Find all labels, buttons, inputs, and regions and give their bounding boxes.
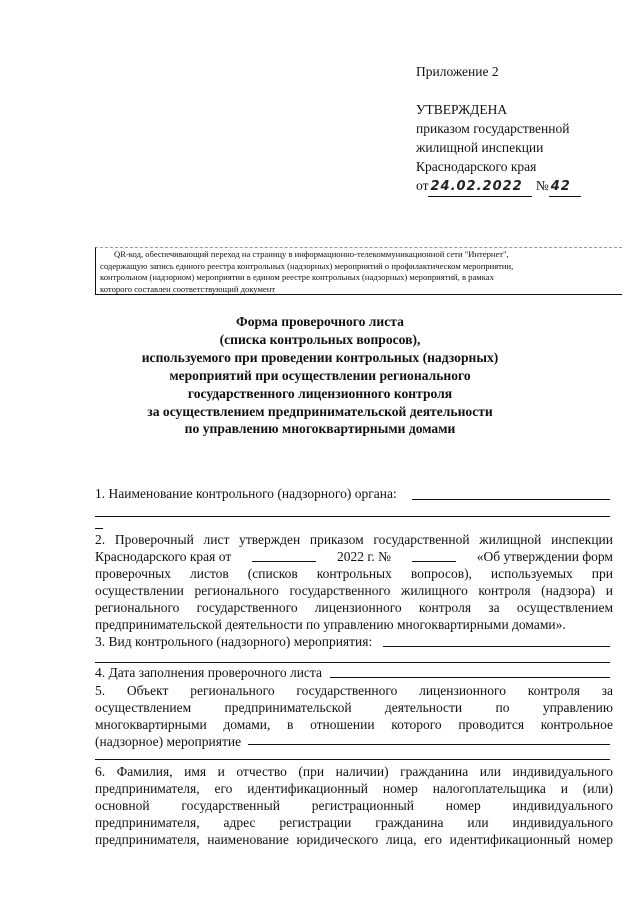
handwritten-date: 24.02.2022	[428, 177, 532, 197]
title-line-7: по управлению многоквартирными домами	[184, 421, 456, 437]
item-2-line-4: осуществлении регионального государственного жилищного контроля (надзора) и	[95, 583, 613, 599]
item-5	[95, 682, 613, 750]
item-1-label: 1. Наименование контрольного (надзорного) органа:	[95, 486, 397, 501]
qr-note-line-2: содержащую запись единого реестра контрольных (надзорных) мероприятий о профилактическом мероприятии,	[100, 260, 514, 271]
approved-label: УТВЕРЖДЕНА	[416, 102, 508, 117]
qr-note-line-4: которого составлен соответствующий документ	[100, 283, 276, 294]
item-5-line-1: 5. Объект регионального государственного лицензионного контроля за	[95, 683, 613, 698]
item-2-order-title: «Об утверждении форм	[476, 549, 613, 565]
item-2-line-5: регионального государственного лицензионного контроля за осуществлением	[95, 600, 613, 616]
item-2-line-6: предпринимательской деятельности по управлению многоквартирными домами».	[95, 617, 566, 633]
item-4-field[interactable]	[330, 677, 610, 678]
title-line-5: государственного лицензионного контроля	[187, 385, 453, 401]
item-2-year: 2022 г. №	[336, 549, 391, 565]
order-number-field[interactable]	[412, 548, 456, 562]
item-2	[95, 531, 613, 634]
title-line-2: (списка контрольных вопросов),	[219, 331, 421, 347]
item-2-line-2	[95, 548, 613, 565]
item-3-label: 3. Вид контрольного (надзорного) мероприятия:	[95, 634, 373, 649]
item-6-line-4: предпринимателя, адрес регистрации гражданина или индивидуального	[95, 815, 613, 831]
item-1-field-stub	[95, 528, 103, 529]
item-2-line-3: проверочных листов (списков контрольных вопросов), используемых при	[95, 566, 613, 582]
approval-line-2: жилищной инспекции	[416, 140, 544, 155]
item-6-line-1: 6. Фамилия, имя и отчество (при наличии) гражданина или индивидуального	[95, 764, 613, 779]
item-3-field-line-2[interactable]	[95, 662, 610, 663]
qr-note-line-1: QR-код, обеспечивающий переход на страницу в информационно-телекоммуникационной сети "Интернет",	[114, 249, 509, 259]
item-5-line-4: (надзорное) мероприятие	[95, 734, 242, 750]
approval-block	[416, 62, 581, 197]
approval-line-3: Краснодарского края	[416, 159, 537, 174]
item-3-field[interactable]	[383, 646, 610, 647]
title-line-1: Форма проверочного листа	[236, 314, 404, 329]
qr-code-note	[95, 247, 622, 295]
item-1-field-line-2[interactable]	[95, 516, 610, 517]
approval-line-1: приказом государственной	[416, 121, 570, 136]
form-title	[120, 313, 520, 438]
qr-note-line-3: контрольном (надзорном) мероприятии в едином реестре контрольных (надзорных) мероприятий, в рамках	[100, 272, 494, 283]
item-6-line-5: предпринимателя, наименование юридического лица, его идентификационный номер	[95, 832, 613, 848]
title-line-3: используемого при проведении контрольных (надзорных)	[141, 349, 499, 365]
date-prefix: от	[416, 178, 429, 193]
item-3	[95, 633, 613, 650]
item-6-line-2: предпринимателя, его идентификационный номер налогоплательщика и (или)	[95, 781, 613, 797]
title-line-6: за осуществлением предпринимательской деятельности	[147, 403, 493, 419]
handwritten-number: 42	[549, 177, 581, 197]
item-1-field[interactable]	[412, 499, 610, 500]
order-date-field[interactable]	[252, 548, 316, 562]
item-5-line-3: многоквартирными домами, в отношении которого проводится контрольное	[95, 717, 613, 733]
item-5-line-2: осуществлением предпринимательской деятельности по управлению	[95, 700, 613, 716]
item-4-label: 4. Дата заполнения проверочного листа	[95, 665, 322, 680]
title-line-4: мероприятий при осуществлении регионального	[169, 367, 471, 383]
item-6	[95, 763, 613, 848]
item-6-line-3: основной государственный регистрационный номер индивидуального	[95, 798, 613, 814]
item-5-field[interactable]	[248, 744, 610, 745]
item-4	[95, 664, 613, 681]
number-prefix: №	[535, 178, 549, 193]
item-5-field-line-2[interactable]	[95, 759, 610, 760]
approval-date-line	[416, 176, 581, 197]
item-2-line-1: 2. Проверочный лист утвержден приказом государственной жилищной инспекции	[95, 532, 613, 547]
item-2-org: Краснодарского края от	[95, 549, 232, 565]
appendix-label: Приложение 2	[416, 64, 499, 79]
